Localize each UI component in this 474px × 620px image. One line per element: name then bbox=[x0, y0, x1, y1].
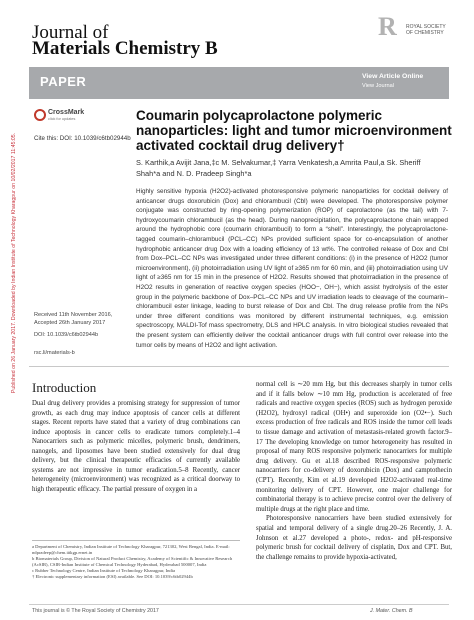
rsc-logo-mark: R bbox=[378, 12, 397, 41]
footnote: b Biomaterials Group, Division of Natural Product Chemistry, Academy of Scientific & Innovative Research (AcSIR), CSIR-Indian Institute of Chemical Technology Hyderabad, Hyderabad 500007, India bbox=[32, 556, 233, 568]
footnotes bbox=[32, 544, 240, 581]
article-title: Coumarin polycaprolactone polymeric nanoparticles: light and tumor microenvironment activated cocktail drug delivery† bbox=[136, 108, 452, 153]
journal-link[interactable]: rsc.li/materials-b bbox=[34, 350, 75, 356]
crossmark-sub: click for updates bbox=[48, 117, 76, 121]
footnote-divider bbox=[32, 540, 240, 541]
intro-right-column bbox=[256, 380, 452, 562]
journal-name-line2: Materials Chemistry B bbox=[32, 38, 218, 59]
crossmark-label[interactable]: CrossMark bbox=[48, 109, 85, 116]
footnote: c Rubber Technology Centre, Indian Institute of Technology Kharagpur, India bbox=[32, 568, 176, 574]
article-type-label: PAPER bbox=[40, 74, 87, 89]
received-dates bbox=[34, 312, 112, 327]
view-journal-link[interactable]: View Journal bbox=[362, 83, 394, 89]
footnote: † Electronic supplementary information (ESI) available. See DOI: 10.1039/c6tb02944b bbox=[32, 574, 193, 580]
crossmark-icon[interactable] bbox=[34, 109, 46, 121]
footnote: a Department of Chemistry, Indian Institute of Technology Kharagpur, 721302, West Bengal, India. E-mail: ndpradeep@chem.iitkgp.ernet.in bbox=[32, 544, 230, 556]
divider bbox=[29, 366, 449, 367]
footer-journal: J. Mater. Chem. B bbox=[370, 608, 413, 614]
download-stamp-text: Published on 26 January 2017. Downloaded by Indian Institute of Technology Kharagpur on 10/02/2017 11:45:05. bbox=[11, 132, 17, 394]
rsc-logo bbox=[378, 12, 446, 64]
abstract: Highly sensitive hypoxia (H2O2)-activated photoresponsive polymeric nanoparticles for cocktail delivery of anticancer drugs doxorubicin (Dox) and chlorambucil (Cbl) were developed. The photoresponsive polymer conjugate was constructed by ring-opening polymerization (ROP) of caprolactone (as the tail) with 7-hydroxycoumarin chlorambucil (as the head). During nanoprecipitation, the polycaprolactone chain wrapped around the hydrophobic core (coumarin chlorambucil) to form a “shell”. Interestingly, the polycaprolactone-tagged coumarin–chlorambucil (PCL–CC) NPs provided sufficient space for co-encapsulation of another hydrophobic anticancer drug Dox with a loading efficiency of 13 wt%. The controlled release of Dox and Cbl from Dox–PCL–CC NPs was investigated under three different conditions: (i) in the presence of H2O2 (tumor microenvironment), (ii) photoirradiation using UV light of ≥365 nm for 60 min, and (iii) photoirradiation using UV light of ≥365 nm for 15 min in the presence of H2O2. Results showed that photoirradiation in the presence of H2O2 results in generation of reactive oxygen species (HOO−, OH−), which assist hydrolysis of the ester group in the polymeric backbone of Dox–PCL–CC NPs and UV irradiation leads to cleavage of the coumarin–chlorambucil ester linkage, leading to burst release of Dox and Cbl. The drug release profile from the NPs under three different conditions was monitored by different instrumental techniques, e.g. emission spectroscopy, MALDI-Tof mass spectrometry, DLS and HPLC analysis. In vitro biological studies revealed that the present system can efficiently deliver the cocktail anticancer drugs with full control over release into the tumor cells by means of H2O2 and light activation. bbox=[136, 188, 448, 349]
accepted-date: Accepted 26th January 2017 bbox=[34, 319, 106, 326]
cite-this: Cite this: DOI: 10.1039/c6tb02944b bbox=[34, 135, 131, 142]
download-stamp bbox=[2, 60, 17, 620]
rsc-logo-text: ROYAL SOCIETY OF CHEMISTRY bbox=[406, 24, 446, 36]
received-date: Received 11th November 2016, bbox=[34, 312, 113, 318]
view-article-online-link[interactable]: View Article Online bbox=[362, 73, 424, 80]
footer-divider bbox=[29, 604, 449, 605]
intro-paragraph: Photoresponsive nanocarriers have been studied extensively for spatial and temporal delivery of a single drug.20–26 Recently, J. A. Johnson et al.27 developed a photo-, redox- and pH-responsive polymeric brush for cocktail delivery of cisplatin, Dox and CPT. But, the challenge remains to provide hypoxia-activated, bbox=[256, 515, 452, 561]
footer-copyright: This journal is © The Royal Society of Chemistry 2017 bbox=[32, 608, 159, 614]
doi: DOI: 10.1039/c6tb02944b bbox=[34, 332, 99, 338]
author-list: S. Karthik,a Avijit Jana,‡c M. Selvakumar,‡ Yarra Venkatesh,a Amrita Paul,a Sk. Sheriff Shah*a and N. D. Pradeep Singh*a bbox=[136, 158, 421, 178]
intro-left-column: Dual drug delivery provides a promising strategy for suppression of tumor growth, as each drug may induce apoptosis of cancer cells at different stages. Recent reports have stated that a variety of drug combinations can induce apoptosis in cancer cells to eradicate tumors completely.1–4 Nanocarriers such as polymeric micelles, polymeric brush, dendrimers, nanogels, and liposomes have been studied extensively for dual drug delivery, but the clinical therapeutic efficacies of currently available systems are not impressive in tumor eradication.5–8 Recently, cancer heterogeneity (microenvironment) was recognized as a critical doorway to high therapeutic efficacy. The partial pressure of oxygen in a bbox=[32, 400, 240, 493]
intro-paragraph: normal cell is ∼20 mm Hg, but this decreases sharply in tumor cells and if it falls below ∼10 mm Hg, production is accelerated of free radicals and reactive oxygen species (ROS) such as hydrogen peroxide (H2O2), hydroxyl radical (OH•) and superoxide ion (O2•−). Such excess production of free radicals and ROS inside the tumor cell leads to tissue damage and activation of metastasis-related growth factor.9–17 The developing knowledge on tumor heterogeneity has resulted in proposal of many ROS responsive polymeric nanocarriers for multiple drug delivery. Gu et al.18 described ROS-responsive polymeric nanocarriers for co-delivery of doxorubicin (Dox) and camptothecin (CPT). Recently, Kim et al.19 developed H2O2-activated real-time monitoring delivery of CPT. However, one major challenge for combinatorial therapy is to achieve precise control over the delivery of multiple drugs at the right place and time. bbox=[256, 381, 452, 513]
journal-name-line1: Journal of bbox=[32, 22, 109, 43]
section-heading: Introduction bbox=[32, 380, 97, 395]
